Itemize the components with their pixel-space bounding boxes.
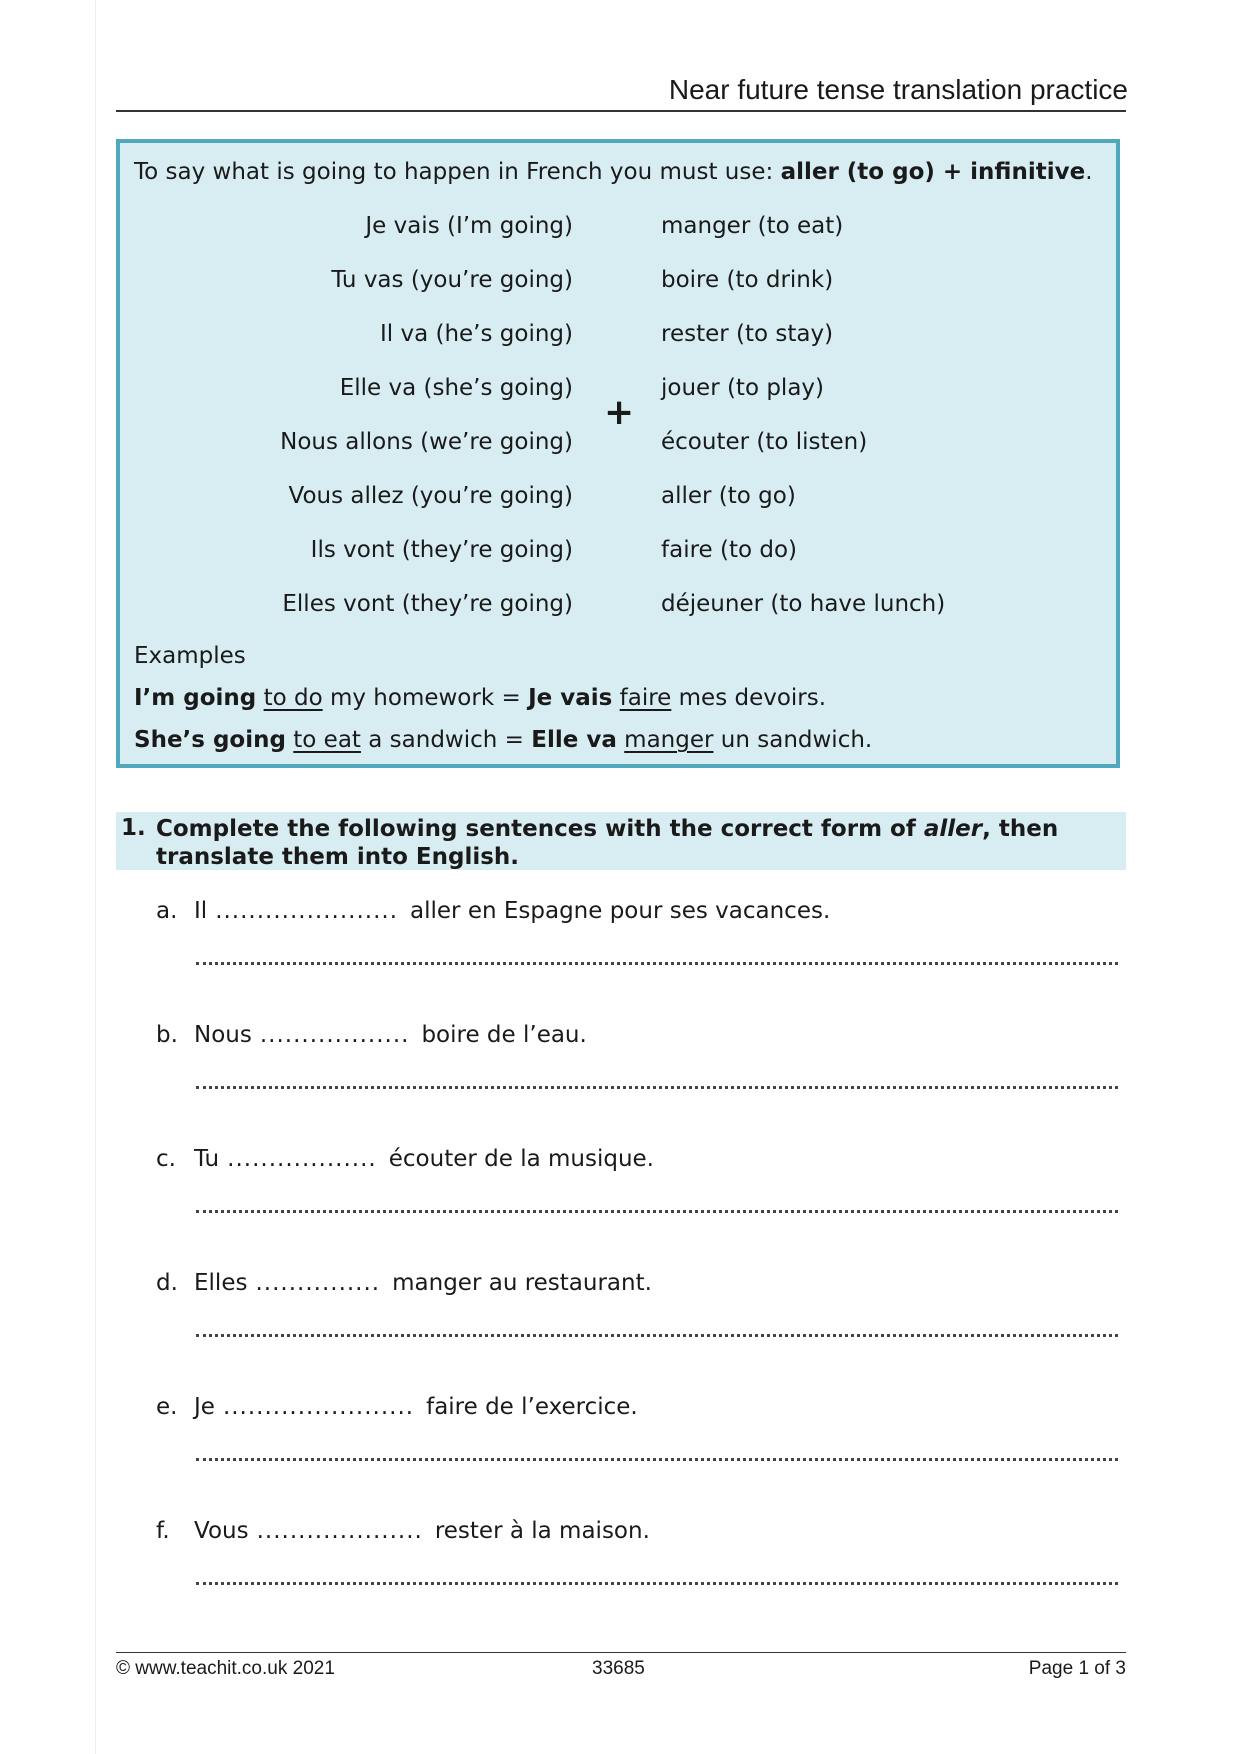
question-subject: Nous (194, 1022, 252, 1048)
page-edge (95, 0, 96, 1754)
task-instruction (116, 812, 1126, 870)
task-text-italic: aller (923, 816, 983, 842)
question-rest: écouter de la musique. (388, 1146, 654, 1172)
answer-line-e[interactable] (196, 1458, 1118, 1461)
intro-end: . (1085, 159, 1093, 185)
question-subject: Tu (194, 1146, 220, 1172)
answer-line-f[interactable] (196, 1582, 1118, 1585)
example-2-en-rest: a sandwich = (360, 727, 532, 753)
question-c (156, 1146, 654, 1172)
footer-copyright: © www.teachit.co.uk 2021 (116, 1658, 335, 1679)
question-label: d. (156, 1270, 178, 1296)
question-label: f. (156, 1518, 170, 1544)
question-label: b. (156, 1022, 178, 1048)
example-2-en-subject: She’s going (134, 727, 286, 753)
subject-elle: Elle va (she’s going) (339, 375, 573, 401)
question-label: a. (156, 898, 178, 924)
infinitive-ecouter: écouter (to listen) (661, 429, 868, 455)
example-2-fr-rest: un sandwich. (713, 727, 873, 753)
subject-je: Je vais (I’m going) (365, 213, 573, 239)
blank-field[interactable]: .................... (256, 1518, 423, 1544)
task-text (156, 815, 1106, 871)
intro-plain: To say what is going to happen in French you must use: (134, 159, 781, 185)
page-title: Near future tense translation practice (668, 74, 1128, 105)
question-subject: Elles (194, 1270, 248, 1296)
infinitive-manger: manger (to eat) (661, 213, 844, 239)
question-rest: manger au restaurant. (392, 1270, 652, 1296)
blank-field[interactable]: .................. (227, 1146, 377, 1172)
question-subject: Vous (194, 1518, 249, 1544)
subject-elles: Elles vont (they’re going) (282, 591, 573, 617)
example-1-fr-rest: mes devoirs. (671, 685, 827, 711)
subject-il: Il va (he’s going) (379, 321, 573, 347)
blank-field[interactable]: ....................... (222, 1394, 415, 1420)
infinitive-dejeuner: déjeuner (to have lunch) (661, 591, 946, 617)
task-text-before: Complete the following sentences with the correct form of (156, 816, 924, 842)
example-1 (134, 685, 826, 711)
blank-field[interactable]: ............... (255, 1270, 381, 1296)
intro-rule: aller (to go) + infinitive (780, 159, 1086, 185)
footer-resource-code: 33685 (592, 1658, 645, 1679)
example-1-fr-subject: Je vais (528, 685, 613, 711)
question-f (156, 1518, 650, 1544)
task-number: 1. (121, 815, 146, 841)
answer-line-d[interactable] (196, 1334, 1118, 1337)
task-text-after: , then translate them into English. (156, 816, 1059, 870)
subject-ils: Ils vont (they’re going) (310, 537, 573, 563)
question-subject: Je (194, 1394, 215, 1420)
example-1-en-verb: to do (263, 685, 323, 711)
question-rest: boire de l’eau. (421, 1022, 587, 1048)
grammar-info-box (116, 139, 1120, 768)
question-b (156, 1022, 587, 1048)
question-a (156, 898, 830, 924)
answer-line-c[interactable] (196, 1210, 1118, 1213)
example-1-fr-verb: faire (619, 685, 672, 711)
infinitive-aller: aller (to go) (661, 483, 796, 509)
question-d (156, 1270, 652, 1296)
example-1-en-subject: I’m going (134, 685, 257, 711)
example-1-en-rest: my homework = (322, 685, 529, 711)
question-label: e. (156, 1394, 178, 1420)
subject-nous: Nous allons (we’re going) (280, 429, 573, 455)
question-rest: aller en Espagne pour ses vacances. (410, 898, 831, 924)
infinitive-rester: rester (to stay) (661, 321, 834, 347)
examples-heading: Examples (134, 643, 246, 669)
blank-field[interactable]: .................. (259, 1022, 410, 1048)
subject-tu: Tu vas (you’re going) (331, 267, 573, 293)
subject-vous: Vous allez (you’re going) (288, 483, 573, 509)
footer-page-number: Page 1 of 3 (1028, 1658, 1126, 1679)
question-label: c. (156, 1146, 176, 1172)
infinitive-faire: faire (to do) (661, 537, 798, 563)
question-rest: faire de l’exercice. (426, 1394, 638, 1420)
header-divider (116, 110, 1126, 112)
question-subject: Il (194, 898, 208, 924)
example-2-en-verb: to eat (293, 727, 361, 753)
intro-text (134, 159, 1093, 185)
example-2-fr-verb: manger (624, 727, 714, 753)
answer-line-a[interactable] (196, 962, 1118, 965)
question-e (156, 1394, 638, 1420)
footer-divider (116, 1652, 1126, 1653)
blank-field[interactable]: ...................... (215, 898, 399, 924)
question-rest: rester à la maison. (434, 1518, 650, 1544)
plus-sign: + (604, 392, 635, 433)
infinitive-jouer: jouer (to play) (661, 375, 824, 401)
infinitive-boire: boire (to drink) (661, 267, 834, 293)
example-2-fr-subject: Elle va (531, 727, 617, 753)
answer-line-b[interactable] (196, 1086, 1118, 1089)
example-2 (134, 727, 872, 753)
